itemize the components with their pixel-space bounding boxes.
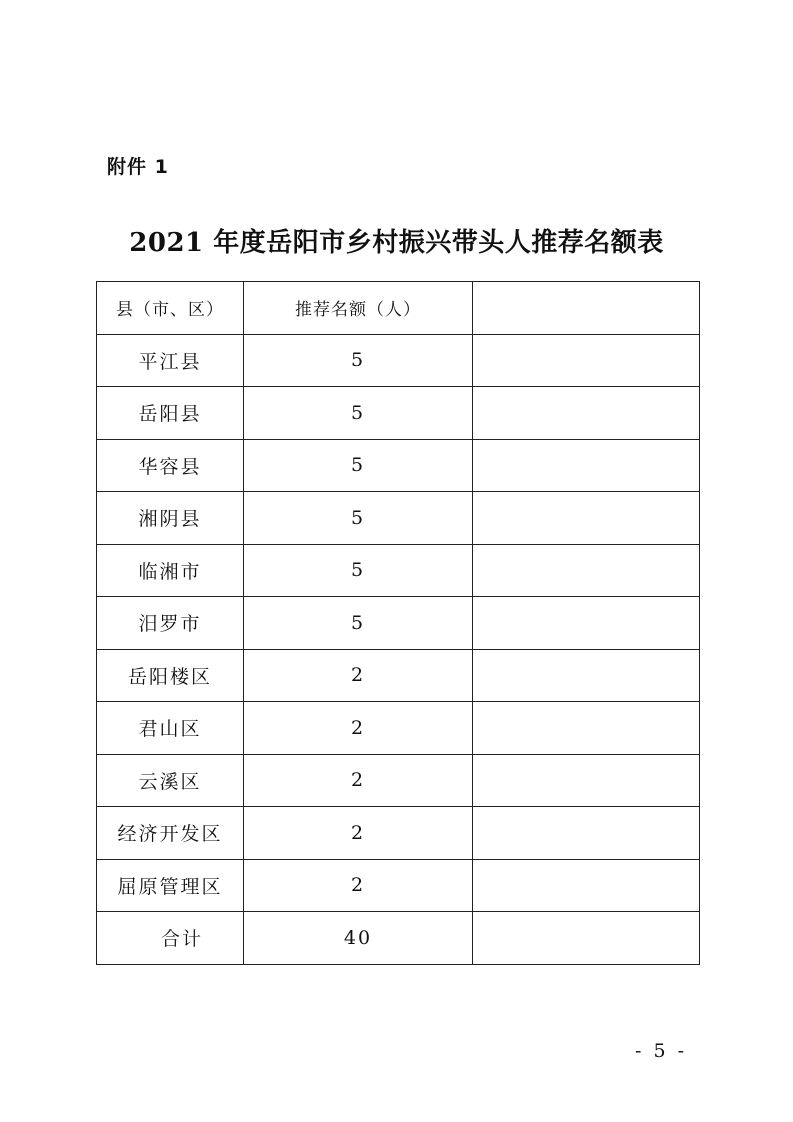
region-cell: 岳阳楼区 xyxy=(97,649,244,702)
quota-cell: 5 xyxy=(244,387,473,440)
note-cell xyxy=(473,334,700,387)
page-number: - 5 - xyxy=(635,1040,688,1062)
note-cell xyxy=(473,439,700,492)
quota-cell: 5 xyxy=(244,439,473,492)
table-row xyxy=(97,859,700,912)
table-row xyxy=(97,439,700,492)
table-row xyxy=(97,387,700,440)
table-row xyxy=(97,807,700,860)
region-cell: 汨罗市 xyxy=(97,597,244,650)
header-region: 县（市、区） xyxy=(97,282,244,335)
quota-cell: 5 xyxy=(244,544,473,597)
quota-table xyxy=(96,281,700,965)
total-note xyxy=(473,912,700,965)
note-cell xyxy=(473,754,700,807)
note-cell xyxy=(473,807,700,860)
region-cell: 岳阳县 xyxy=(97,387,244,440)
note-cell xyxy=(473,387,700,440)
total-row xyxy=(97,912,700,965)
table-row xyxy=(97,702,700,755)
table-row xyxy=(97,754,700,807)
region-cell: 临湘市 xyxy=(97,544,244,597)
quota-cell: 2 xyxy=(244,754,473,807)
quota-cell: 2 xyxy=(244,649,473,702)
region-cell: 湘阴县 xyxy=(97,492,244,545)
table-row xyxy=(97,492,700,545)
region-cell: 屈原管理区 xyxy=(97,859,244,912)
total-quota: 40 xyxy=(244,912,473,965)
quota-cell: 2 xyxy=(244,859,473,912)
quota-cell: 5 xyxy=(244,334,473,387)
quota-cell: 2 xyxy=(244,702,473,755)
region-cell: 平江县 xyxy=(97,334,244,387)
note-cell xyxy=(473,597,700,650)
table-row xyxy=(97,544,700,597)
note-cell xyxy=(473,544,700,597)
header-quota: 推荐名额（人） xyxy=(244,282,473,335)
region-cell: 华容县 xyxy=(97,439,244,492)
region-cell: 经济开发区 xyxy=(97,807,244,860)
note-cell xyxy=(473,492,700,545)
attachment-label: 附件 1 xyxy=(107,156,169,178)
table-row xyxy=(97,334,700,387)
total-label: 合计 xyxy=(97,912,244,965)
table-header-row xyxy=(97,282,700,335)
header-note xyxy=(473,282,700,335)
quota-cell: 5 xyxy=(244,492,473,545)
quota-cell: 5 xyxy=(244,597,473,650)
region-cell: 君山区 xyxy=(97,702,244,755)
region-cell: 云溪区 xyxy=(97,754,244,807)
note-cell xyxy=(473,649,700,702)
table-row xyxy=(97,597,700,650)
document-title: 2021 年度岳阳市乡村振兴带头人推荐名额表 xyxy=(129,228,664,258)
quota-cell: 2 xyxy=(244,807,473,860)
table-row xyxy=(97,649,700,702)
note-cell xyxy=(473,702,700,755)
note-cell xyxy=(473,859,700,912)
